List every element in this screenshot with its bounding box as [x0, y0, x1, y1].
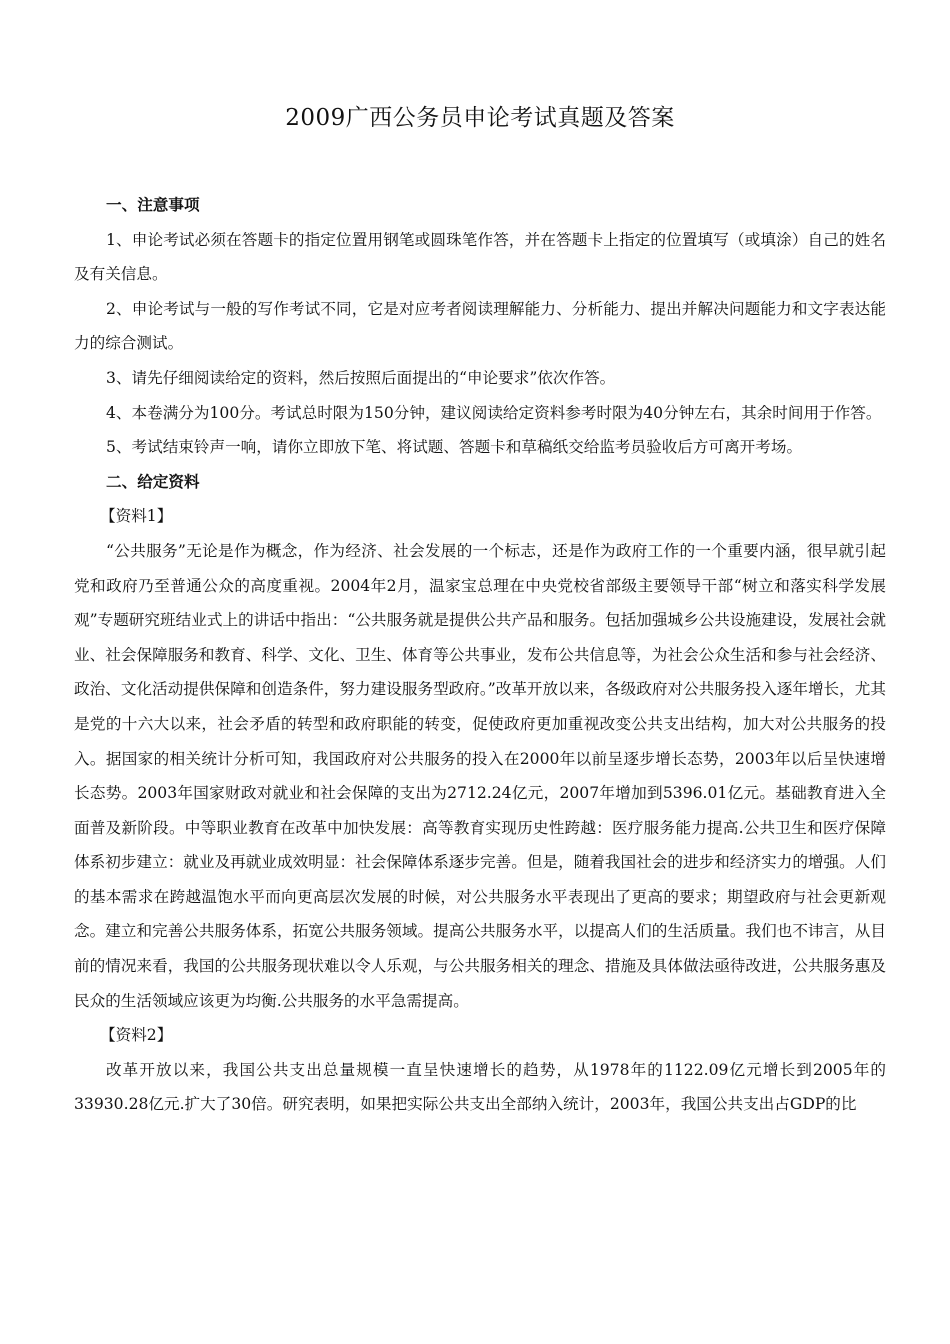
- notes-item-1: 1、申论考试必须在答题卡的指定位置用钢笔或圆珠笔作答，并在答题卡上指定的位置填写（或填涂）自己的姓名及有关信息。: [74, 230, 886, 284]
- notes-item-5: 5、考试结束铃声一响，请你立即放下笔、将试题、答题卡和草稿纸交给监考员验收后方可离开考场。: [106, 438, 803, 457]
- material-2-label: 【资料2】: [100, 1026, 173, 1045]
- material-1-text: “公共服务”无论是作为概念，作为经济、社会发展的一个标志，还是作为政府工作的一个重要内涵，很早就引起党和政府乃至普通公众的高度重视。2004年2月，温家宝总理在中央党校省部级主要领导干部“树立和落实科学发展观”专题研究班结业式上的讲话中指出：“公共服务就是提供公共产品和服务。包括加强城乡公共设施建设，发展社会就业、社会保障服务和教育、科学、文化、卫生、体育等公共事业，发布公共信息等，为社会公众生活和参与社会经济、政治、文化活动提供保障和创造条件，努力建设服务型政府。”改革开放以来，各级政府对公共服务投入逐年增长，尤其是党的十六大以来，社会矛盾的转型和政府职能的转变，促使政府更加重视改变公共支出结构，加大对公共服务的投入。据国家的相关统计分析可知，我国政府对公共服务的投入在2000年以前呈逐步增长态势，2003年以后呈快速增长态势。2003年国家财政对就业和社会保障的支出为2712.24亿元，2007年增加到5396.01亿元。基础教育进入全面普及新阶段。中等职业教育在改革中加快发展：高等教育实现历史性跨越：医疗服务能力提高.公共卫生和医疗保障体系初步建立：就业及再就业成效明显：社会保障体系逐步完善。但是，随着我国社会的进步和经济实力的增强。人们的基本需求在跨越温饱水平而向更高层次发展的时候，对公共服务水平表现出了更高的要求；期望政府与社会更新观念。建立和完善公共服务体系，拓宽公共服务领域。提高公共服务水平，以提高人们的生活质量。我们也不讳言，从目前的情况来看，我国的公共服务现状难以令人乐观，与公共服务相关的理念、措施及具体做法亟待改进，公共服务惠及民众的生活领域应该更为均衡.公共服务的水平急需提高。: [74, 541, 886, 1010]
- notes-item-4: 4、本卷满分为100分。考试总时限为150分钟，建议阅读给定资料参考时限为40分钟左右，其余时间用于作答。: [106, 403, 882, 422]
- section-heading-materials: 二、给定资料: [106, 471, 200, 491]
- document-body: [74, 188, 886, 1122]
- document-title: 2009广西公务员申论考试真题及答案: [285, 105, 675, 131]
- material-2-text: 改革开放以来，我国公共支出总量规模一直呈快速增长的趋势，从1978年的1122.09亿元增长到2005年的33930.28亿元.扩大了30倍。研究表明，如果把实际公共支出全部纳入统计，2003年，我国公共支出占GDP的比: [74, 1060, 886, 1114]
- notes-item-3: 3、请先仔细阅读给定的资料，然后按照后面提出的“申论要求”依次作答。: [106, 368, 616, 387]
- section-heading-notes: 一、注意事项: [106, 195, 200, 214]
- document-page: [74, 0, 886, 1344]
- material-1-label: 【资料1】: [100, 507, 173, 526]
- notes-item-2: 2、申论考试与一般的写作考试不同，它是对应考者阅读理解能力、分析能力、提出并解决问题能力和文字表达能力的综合测试。: [74, 299, 886, 353]
